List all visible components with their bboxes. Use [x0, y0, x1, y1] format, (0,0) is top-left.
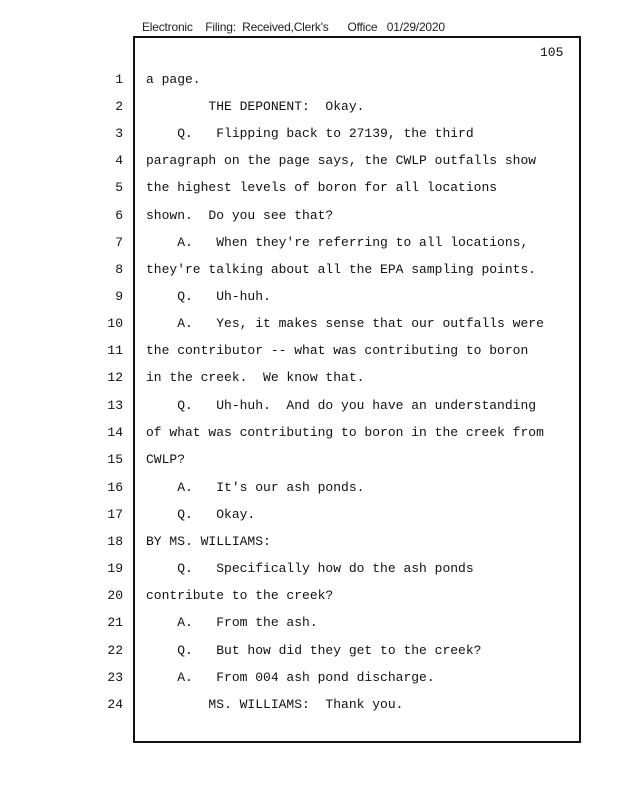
transcript-line: Q. Uh-huh. And do you have an understanding — [146, 398, 537, 413]
transcript-line: Q. Uh-huh. — [146, 289, 271, 304]
transcript-line: contribute to the creek? — [146, 588, 334, 603]
transcript-line: shown. Do you see that? — [146, 208, 334, 223]
filing-stamp-filing: Filing: — [205, 20, 236, 34]
transcript-line: in the creek. We know that. — [146, 370, 365, 385]
line-number: 15 — [107, 452, 123, 467]
filing-stamp-office: Office — [347, 20, 378, 34]
filing-stamp-date: 01/29/2020 — [386, 20, 445, 34]
transcript-line: A. When they're referring to all locations, — [146, 235, 529, 250]
line-number: 21 — [107, 615, 123, 630]
transcript-page-border — [133, 36, 581, 743]
line-number: 24 — [107, 697, 123, 712]
line-number: 9 — [115, 289, 123, 304]
transcript-line: MS. WILLIAMS: Thank you. — [146, 697, 404, 712]
line-number: 8 — [115, 262, 123, 277]
line-number: 10 — [107, 316, 123, 331]
line-number: 6 — [115, 208, 123, 223]
transcript-line: they're talking about all the EPA sampling points. — [146, 262, 537, 277]
transcript-line: the contributor -- what was contributing to boron — [146, 343, 529, 358]
filing-stamp-electronic: Electronic — [142, 20, 193, 34]
line-number: 1 — [115, 72, 123, 87]
transcript-line: a page. — [146, 72, 201, 87]
line-number: 2 — [115, 99, 123, 114]
line-number: 22 — [107, 643, 123, 658]
line-number: 7 — [115, 235, 123, 250]
transcript-line: Q. Specifically how do the ash ponds — [146, 561, 474, 576]
line-number: 5 — [115, 180, 123, 195]
transcript-line: the highest levels of boron for all locations — [146, 180, 498, 195]
line-number: 12 — [107, 370, 123, 385]
transcript-line: Q. Okay. — [146, 507, 256, 522]
line-number: 20 — [107, 588, 123, 603]
line-number: 18 — [107, 534, 123, 549]
line-number: 4 — [115, 153, 123, 168]
line-number: 3 — [115, 126, 123, 141]
transcript-line: CWLP? — [146, 452, 186, 467]
transcript-line: Q. But how did they get to the creek? — [146, 643, 482, 658]
transcript-line: A. Yes, it makes sense that our outfalls were — [146, 316, 544, 331]
line-number: 19 — [107, 561, 123, 576]
filing-stamp-header — [142, 20, 445, 34]
transcript-line: paragraph on the page says, the CWLP outfalls show — [146, 153, 537, 168]
line-number: 23 — [107, 670, 123, 685]
line-number: 14 — [107, 425, 123, 440]
transcript-line: A. It's our ash ponds. — [146, 480, 365, 495]
transcript-line: A. From 004 ash pond discharge. — [146, 670, 435, 685]
line-number: 17 — [107, 507, 123, 522]
transcript-line: A. From the ash. — [146, 615, 318, 630]
line-number: 11 — [107, 343, 123, 358]
transcript-line: BY MS. WILLIAMS: — [146, 534, 271, 549]
transcript-line: Q. Flipping back to 27139, the third — [146, 126, 474, 141]
transcript-line: THE DEPONENT: Okay. — [146, 99, 365, 114]
line-number: 16 — [107, 480, 123, 495]
page-number: 105 — [540, 45, 564, 60]
filing-stamp-received: Received,Clerk's — [242, 20, 329, 34]
transcript-line: of what was contributing to boron in the creek from — [146, 425, 544, 440]
line-number: 13 — [107, 398, 123, 413]
